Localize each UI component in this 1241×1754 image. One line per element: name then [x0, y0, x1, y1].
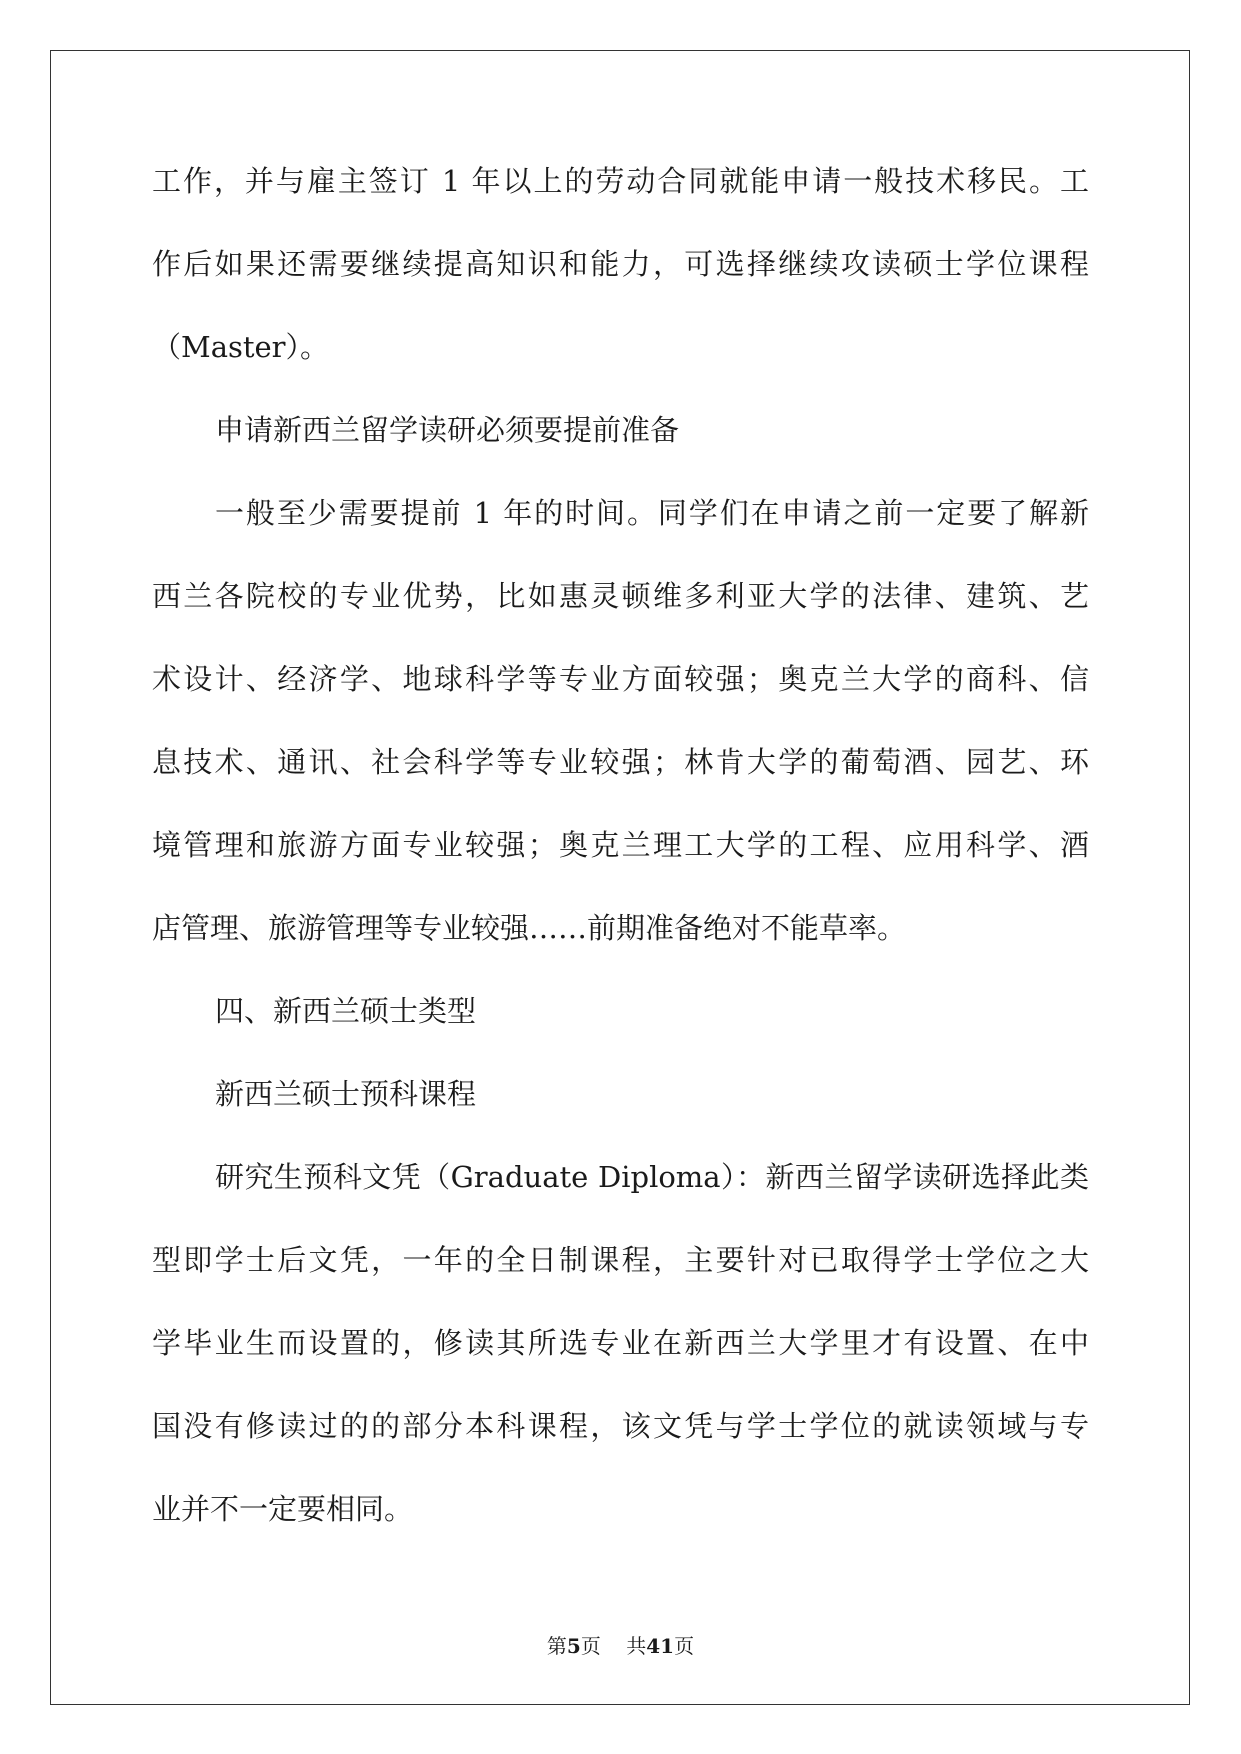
text-line: 业并不一定要相同。: [152, 1492, 414, 1526]
text-line: 店管理、旅游管理等专业较强……前期准备绝对不能草率。: [152, 911, 907, 945]
section-heading: 申请新西兰留学读研必须要提前准备: [215, 413, 680, 447]
text-line: 国没有修读过的的部分本科课程，该文凭与学士学位的就读领域与专: [152, 1409, 1089, 1443]
footer-prefix: 第: [546, 1634, 567, 1658]
footer-total-suffix: 页: [674, 1634, 695, 1658]
document-body: [152, 165, 1089, 1576]
text-line: 西兰各院校的专业优势，比如惠灵顿维多利亚大学的法律、建筑、艺: [152, 579, 1089, 613]
footer-page-suffix: 页: [580, 1634, 601, 1658]
text-line: 型即学士后文凭，一年的全日制课程，主要针对已取得学士学位之大: [152, 1243, 1089, 1277]
text-line: 学毕业生而设置的，修读其所选专业在新西兰大学里才有设置、在中: [152, 1326, 1089, 1360]
text-line: 研究生预科文凭（Graduate Diploma）：新西兰留学读研选择此类: [215, 1160, 1089, 1194]
text-line: 息技术、通讯、社会科学等专业较强；林肯大学的葡萄酒、园艺、环: [152, 745, 1089, 779]
text-line: 境管理和旅游方面专业较强；奥克兰理工大学的工程、应用科学、酒: [152, 828, 1089, 862]
page-footer: [0, 1630, 1241, 1659]
total-pages: 41: [646, 1634, 675, 1658]
text-line: （Master）。: [152, 330, 330, 364]
text-line: 一般至少需要提前 1 年的时间。同学们在申请之前一定要了解新: [215, 496, 1089, 530]
text-line: 作后如果还需要继续提高知识和能力，可选择继续攻读硕士学位课程: [152, 247, 1089, 281]
page-number: 5: [566, 1634, 581, 1658]
text-line: 术设计、经济学、地球科学等专业方面较强；奥克兰大学的商科、信: [152, 662, 1089, 696]
section-heading: 新西兰硕士预科课程: [215, 1077, 477, 1111]
section-heading: 四、新西兰硕士类型: [215, 994, 477, 1028]
footer-total-prefix: 共: [626, 1634, 647, 1658]
text-line: 工作，并与雇主签订 1 年以上的劳动合同就能申请一般技术移民。工: [152, 164, 1089, 198]
